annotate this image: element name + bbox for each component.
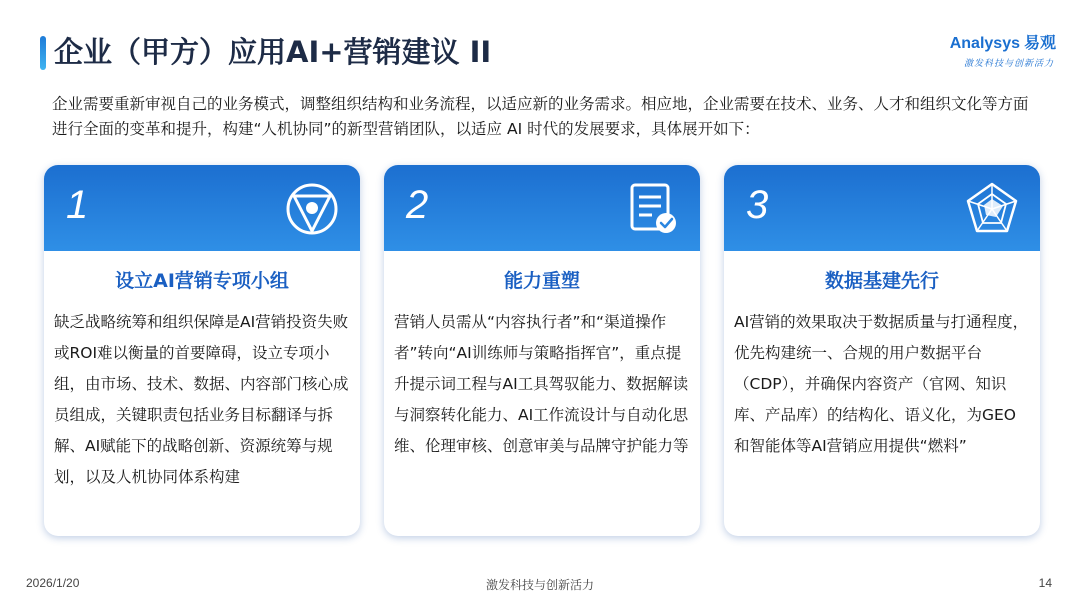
card-data-infra	[724, 165, 1040, 536]
title-accent-bar	[40, 36, 46, 70]
logo-wordmark-en: Analysys	[949, 35, 1020, 52]
logo-wordmark	[950, 30, 1056, 53]
card-body: 营销人员需从“内容执行者”和“渠道操作者”转向“AI训练师与策略指挥官”，重点提升提示词工程与AI工具驾驭能力、数据解读与洞察转化能力、AI工作流设计与自动化思维、伦理审核、创意审美与品牌守护能力等	[394, 313, 689, 455]
card-header	[44, 165, 360, 251]
card-ai-team	[44, 165, 360, 536]
card-title: 能力重塑	[503, 270, 580, 292]
card-number: 2	[406, 183, 429, 227]
card-capability	[384, 165, 700, 536]
card-header	[724, 165, 1040, 251]
card-header	[384, 165, 700, 251]
radar-chart-icon	[962, 179, 1022, 239]
page-title: 企业（甲方）应用AI+营销建议 II	[54, 35, 492, 69]
card-title: 数据基建先行	[824, 270, 939, 292]
brand-logo	[916, 30, 1056, 74]
intro-paragraph: 企业需要重新审视自己的业务模式，调整组织结构和业务流程，以适应新的业务需求。相应地，企业需要在技术、业务、人才和组织文化等方面进行全面的变革和提升，构建“人机协同”的新型营销团队，以适应 AI 时代的发展要求，具体展开如下：	[52, 95, 1029, 138]
footer-tagline: 激发科技与创新活力	[485, 578, 594, 592]
card-body: AI营销的效果取决于数据质量与打通程度，优先构建统一、合规的用户数据平台（CDP），并确保内容资产（官网、知识库、产品库）的结构化、语义化，为GEO和智能体等AI营销应用提供“燃料”	[734, 313, 1029, 455]
page-number: 14	[1038, 576, 1052, 590]
target-triangle-icon	[282, 179, 342, 239]
footer-date: 2026/1/20	[26, 576, 80, 590]
card-body: 缺乏战略统筹和组织保障是AI营销投资失败或ROI难以衡量的首要障碍，设立专项小组，由市场、技术、数据、内容部门核心成员组成，关键职责包括业务目标翻译与拆解、AI赋能下的战略创新、资源统筹与规划，以及人机协同体系构建	[54, 313, 349, 486]
logo-wordmark-cn: 易观	[1023, 35, 1056, 52]
document-check-icon	[622, 179, 682, 239]
card-number: 3	[746, 183, 769, 227]
card-title: 设立AI营销专项小组	[115, 270, 289, 292]
card-number: 1	[66, 183, 89, 227]
logo-tagline: 激发科技与创新活力	[963, 59, 1054, 69]
